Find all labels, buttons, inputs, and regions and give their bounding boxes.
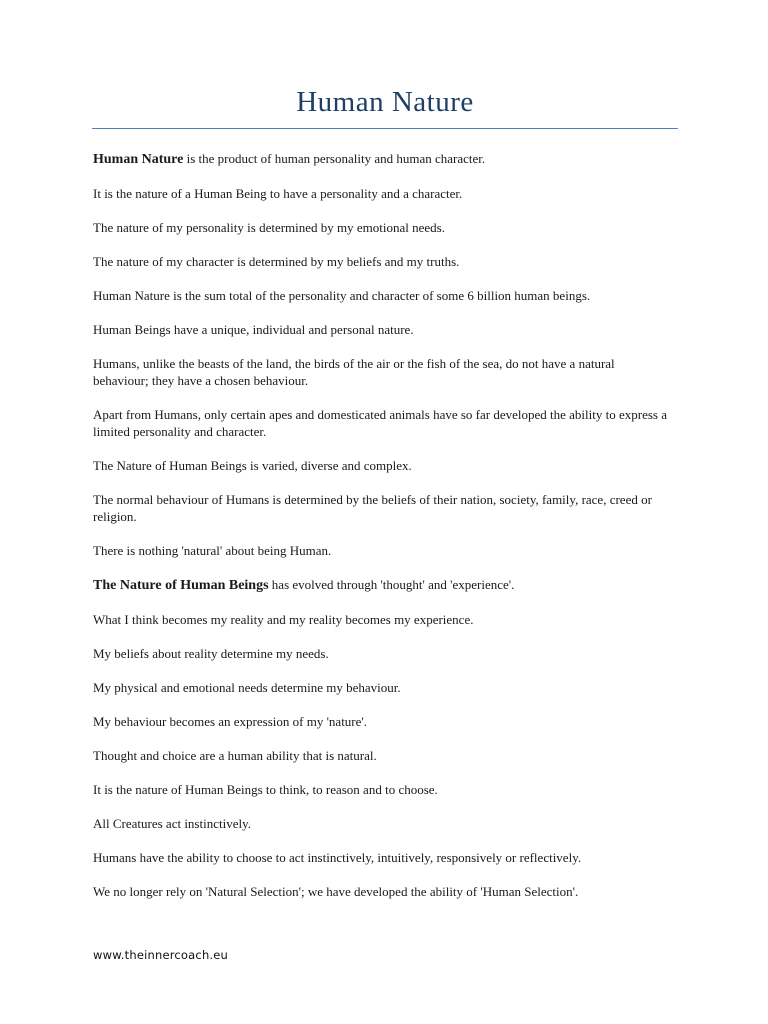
paragraph xyxy=(93,185,673,202)
paragraph-text: Human Nature is the sum total of the personality and character of some 6 billion human beings. xyxy=(93,288,591,303)
paragraph-text: Apart from Humans, only certain apes and domesticated animals have so far developed the ability to express a limited personality and character. xyxy=(93,407,667,439)
paragraph-text: The normal behaviour of Humans is determined by the beliefs of their nation, society, family, race, creed or religion. xyxy=(93,492,652,524)
paragraph xyxy=(93,491,673,525)
paragraph xyxy=(93,679,673,696)
paragraph xyxy=(93,219,673,236)
paragraph-text: We no longer rely on 'Natural Selection'; we have developed the ability of 'Human Selection'. xyxy=(93,884,579,899)
paragraph xyxy=(93,576,673,594)
paragraph xyxy=(93,815,673,832)
paragraph-text: All Creatures act instinctively. xyxy=(93,816,251,831)
paragraph xyxy=(93,645,673,662)
footer-url: www.theinnercoach.eu xyxy=(93,948,229,962)
paragraph xyxy=(93,781,673,798)
paragraph xyxy=(93,253,673,270)
paragraph xyxy=(93,542,673,559)
paragraph-text: What I think becomes my reality and my reality becomes my experience. xyxy=(93,612,474,627)
paragraph-text: The nature of my character is determined by my beliefs and my truths. xyxy=(93,254,460,269)
paragraph-text: There is nothing 'natural' about being Human. xyxy=(93,543,332,558)
page-title: Human Nature xyxy=(296,86,474,118)
paragraph-lead: Human Nature xyxy=(93,152,184,167)
paragraph-text: The nature of my personality is determined by my emotional needs. xyxy=(93,220,445,235)
document-body xyxy=(93,150,673,917)
paragraph xyxy=(93,321,673,338)
paragraph-text: Human Beings have a unique, individual and personal nature. xyxy=(93,322,414,337)
paragraph-text: Thought and choice are a human ability that is natural. xyxy=(93,748,377,763)
paragraph xyxy=(93,883,673,900)
paragraph-text: My physical and emotional needs determine my behaviour. xyxy=(93,680,401,695)
paragraph-text: Humans have the ability to choose to act instinctively, intuitively, responsively or reflectively. xyxy=(93,850,582,865)
paragraph xyxy=(93,355,673,389)
paragraph xyxy=(93,457,673,474)
paragraph-text: Humans, unlike the beasts of the land, the birds of the air or the fish of the sea, do not have a natural behaviour; they have a chosen behaviour. xyxy=(93,356,615,388)
paragraph-text: My beliefs about reality determine my needs. xyxy=(93,646,329,661)
paragraph-text: My behaviour becomes an expression of my 'nature'. xyxy=(93,714,367,729)
paragraph-text: It is the nature of a Human Being to have a personality and a character. xyxy=(93,186,463,201)
paragraph xyxy=(93,611,673,628)
paragraph xyxy=(93,713,673,730)
paragraph xyxy=(93,287,673,304)
paragraph-text: is the product of human personality and human character. xyxy=(183,151,486,166)
paragraph xyxy=(93,150,673,168)
paragraph xyxy=(93,849,673,866)
paragraph xyxy=(93,406,673,440)
paragraph xyxy=(93,747,673,764)
title-underline xyxy=(92,128,678,129)
paragraph-text: It is the nature of Human Beings to think, to reason and to choose. xyxy=(93,782,438,797)
paragraph-text: The Nature of Human Beings is varied, diverse and complex. xyxy=(93,458,412,473)
paragraph-lead: The Nature of Human Beings xyxy=(93,578,269,593)
paragraph-text: has evolved through 'thought' and 'experience'. xyxy=(268,577,515,592)
